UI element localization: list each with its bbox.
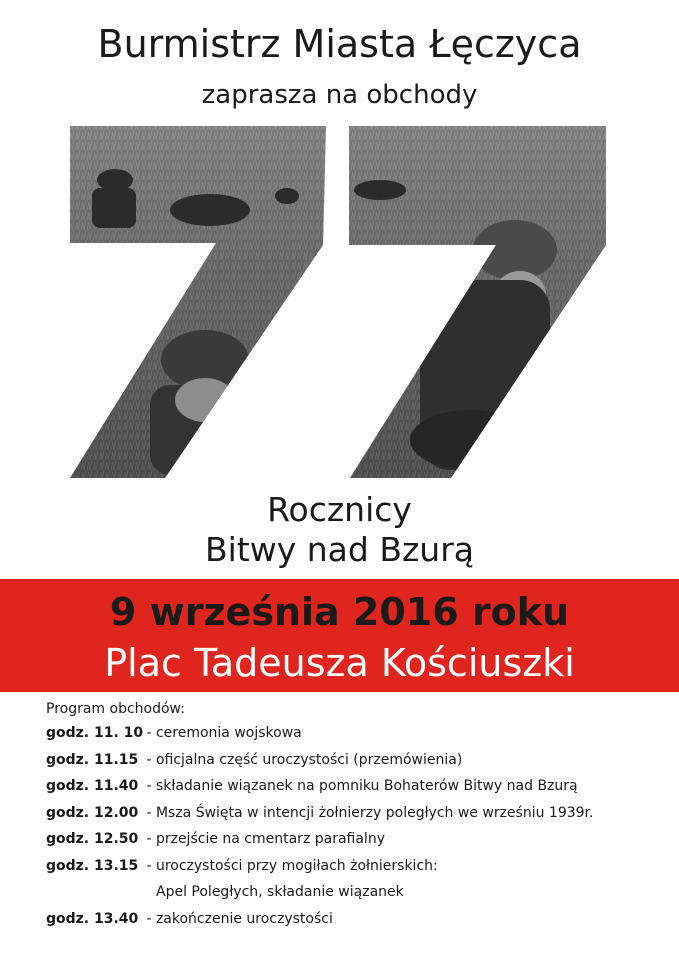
- program-time: godz. 13.15: [46, 857, 139, 874]
- anniversary-title: [0, 490, 679, 570]
- program-desc: - oficjalna część uroczystości (przemówienia): [142, 751, 463, 768]
- poster-title: Burmistrz Miasta Łęczyca: [97, 22, 582, 66]
- program-item: [46, 830, 666, 857]
- anniversary-line2: Bitwy nad Bzurą: [205, 530, 474, 569]
- program-time: godz. 11.15: [46, 751, 139, 768]
- program-item: [46, 724, 666, 751]
- program-item: [46, 751, 666, 778]
- program-desc: - składanie wiązanek na pomniku Bohaterów Bitwy nad Bzurą: [142, 778, 578, 794]
- event-date: 9 września 2016 roku: [109, 590, 570, 634]
- event-place: Plac Tadeusza Kościuszki: [104, 641, 575, 685]
- program-item: [46, 910, 666, 937]
- program-heading: Program obchodów:: [46, 701, 185, 717]
- anniversary-line1: Rocznicy: [267, 490, 412, 529]
- program-desc: - uroczystości przy mogiłach żołnierskich:: [142, 857, 438, 874]
- program-desc: - zakończenie uroczystości: [142, 910, 333, 927]
- program-time: godz. 11.40: [46, 778, 139, 794]
- program-list: [46, 700, 666, 936]
- program-desc: Apel Poległych, składanie wiązanek: [156, 884, 404, 900]
- program-desc: - przejście na cmentarz parafialny: [142, 831, 385, 847]
- program-time: godz. 12.00: [46, 804, 139, 821]
- program-item: [46, 804, 666, 831]
- program-time: godz. 13.40: [46, 910, 139, 927]
- program-item-continuation: [46, 883, 666, 910]
- program-time: godz. 12.50: [46, 831, 139, 847]
- program-item: [46, 857, 666, 884]
- program-desc: - Msza Święta w intencji żołnierzy poległych we wrześniu 1939r.: [142, 804, 594, 821]
- program-item: [46, 777, 666, 804]
- program-time: godz. 11. 10: [46, 725, 144, 741]
- poster-subtitle: zaprasza na obchody: [201, 80, 478, 110]
- program-desc: - ceremonia wojskowa: [142, 725, 302, 741]
